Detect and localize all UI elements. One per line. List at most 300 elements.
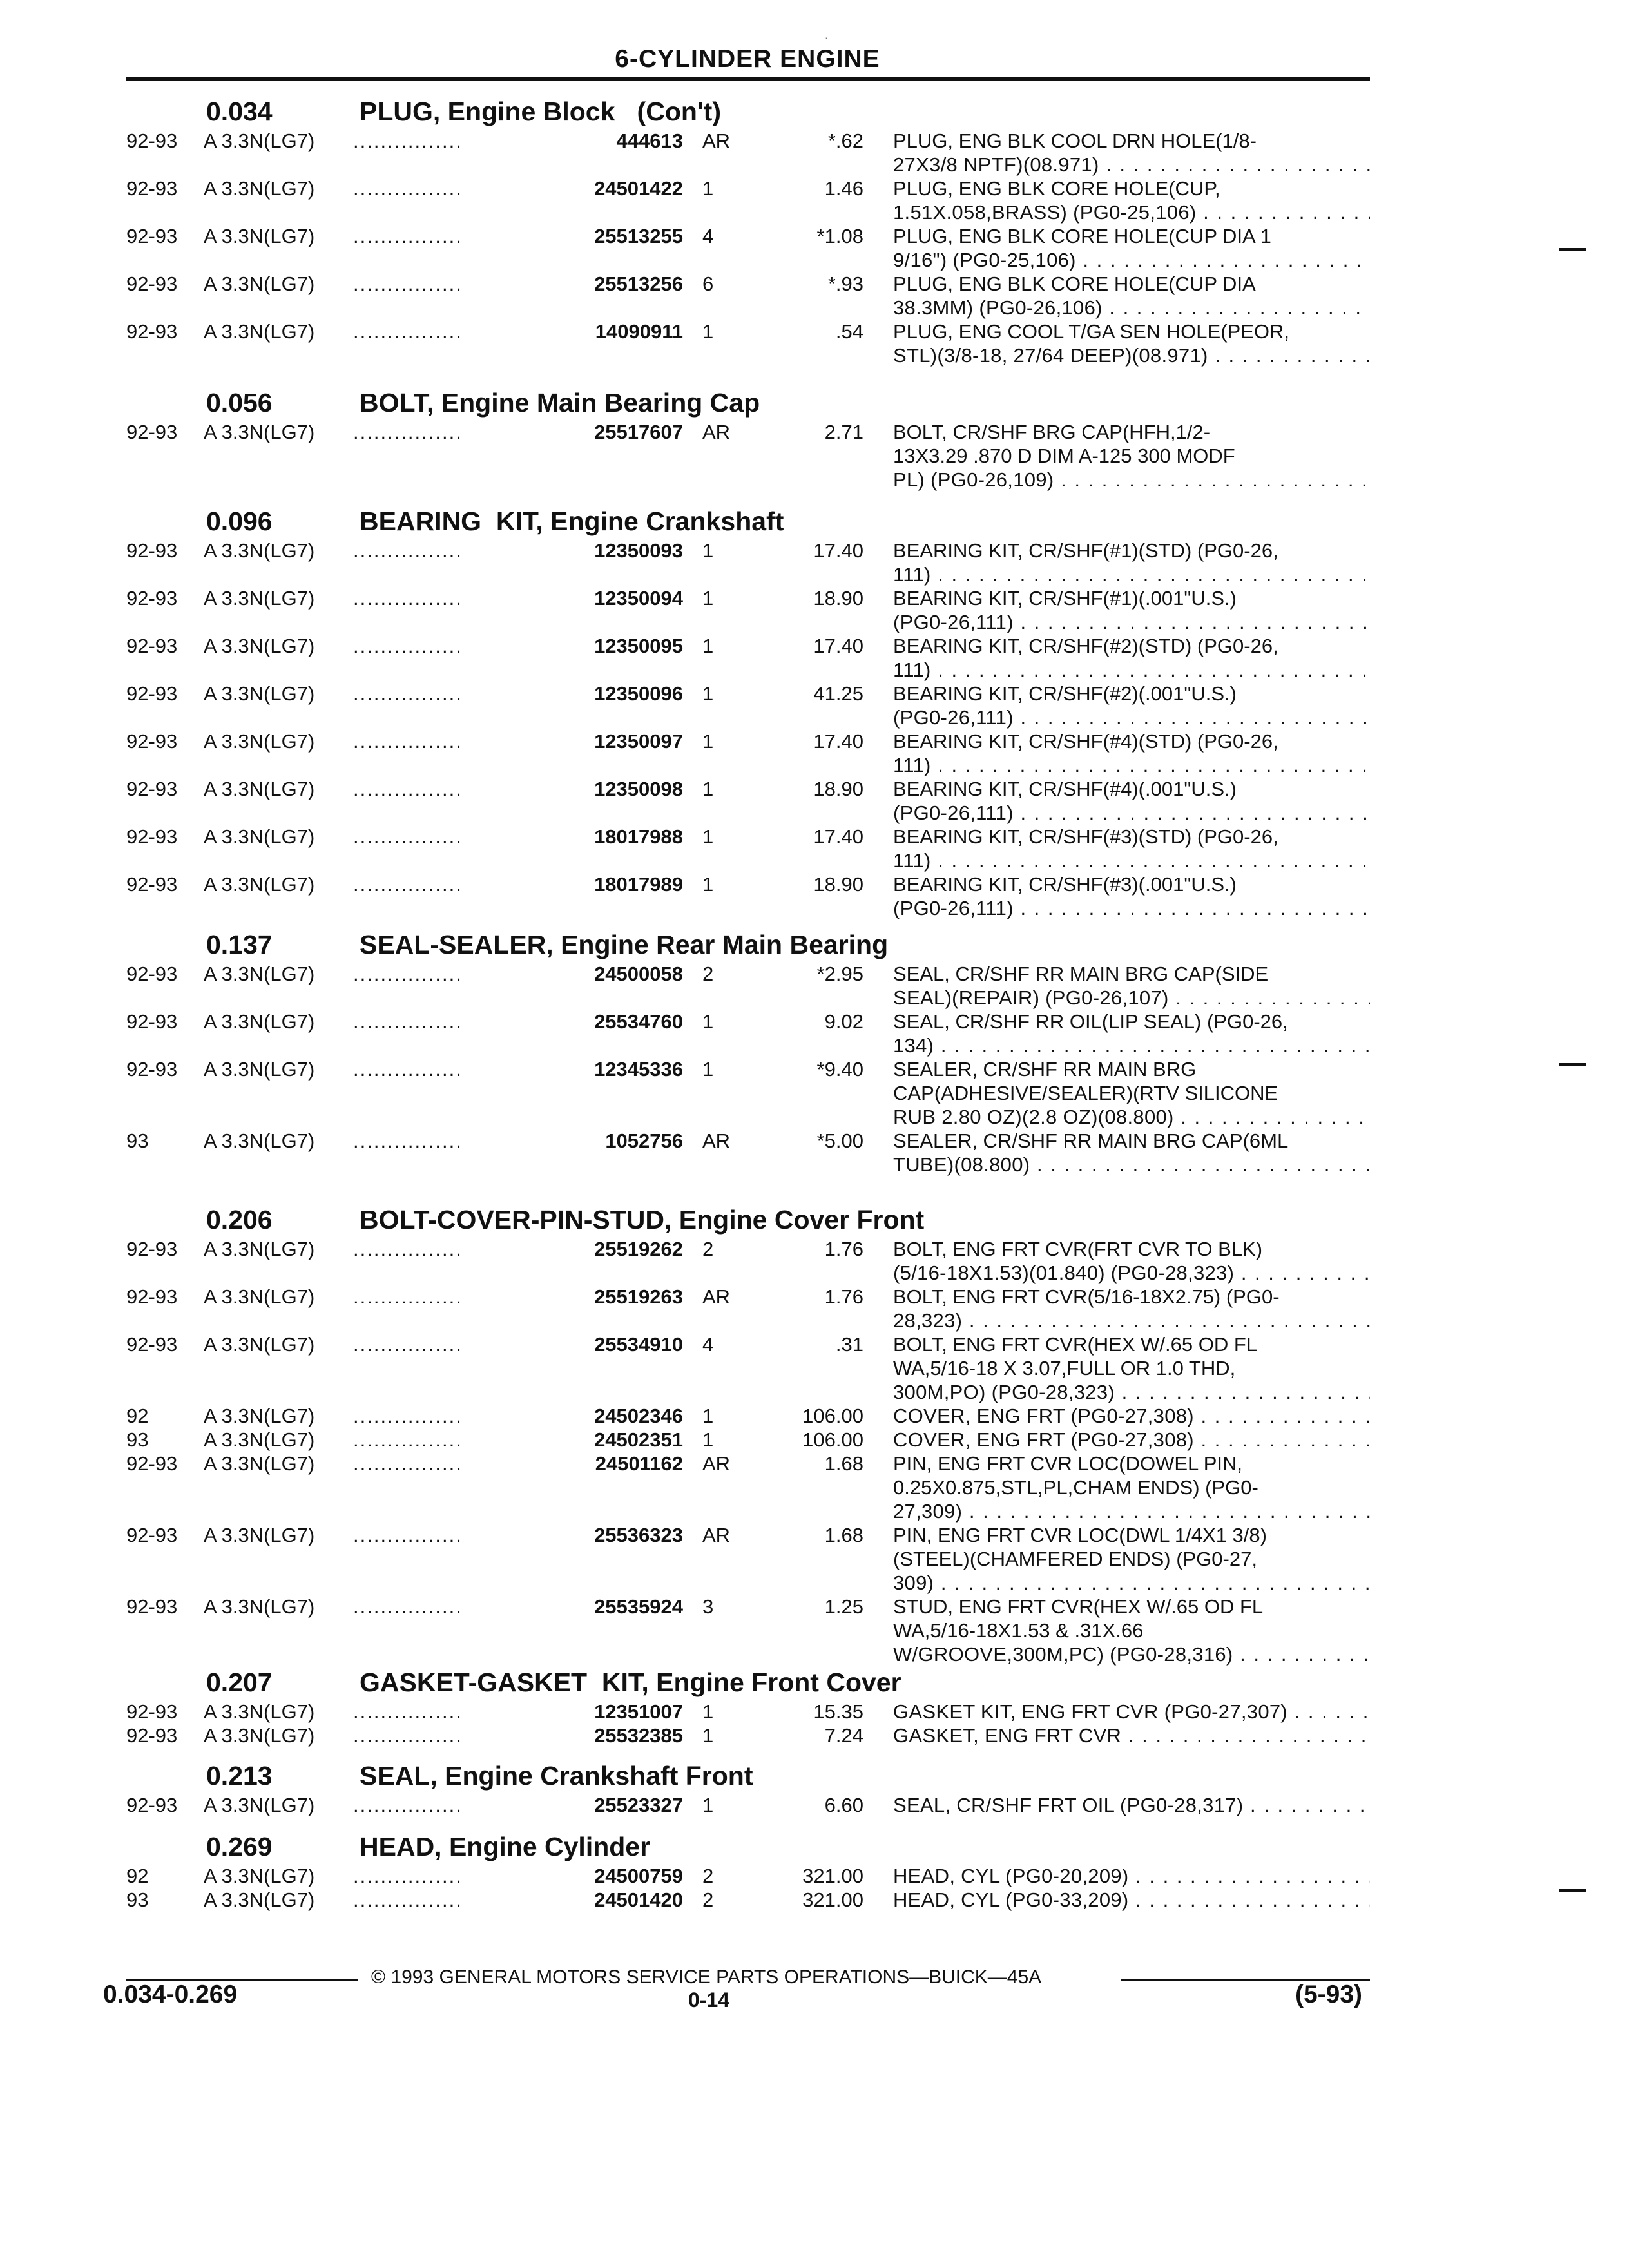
margin-tick-mark (1559, 1063, 1586, 1066)
price: *2.95 (816, 963, 863, 985)
model-code: A 3.3N(LG7) (204, 873, 315, 896)
model-year: 93 (126, 1428, 149, 1451)
model-year: 93 (126, 1888, 149, 1911)
quantity: 1 (702, 1058, 714, 1081)
description-line: PL) (PG0-26,109) . . . (893, 468, 1370, 492)
part-description (893, 729, 1370, 777)
model-year: 92-93 (126, 1524, 178, 1546)
description-line: 111) . . . (893, 849, 1370, 872)
leader-dots: ................ (353, 1794, 463, 1816)
part-description (893, 1129, 1370, 1177)
group-code: 0.269 (206, 1832, 273, 1861)
leader-dots: ................ (353, 320, 463, 343)
leader-dots: ................ (353, 1865, 463, 1887)
quantity: 6 (702, 273, 714, 295)
leader-dots: ................ (353, 1428, 463, 1451)
part-description (893, 1057, 1370, 1129)
description-line: BOLT, CR/SHF BRG CAP(HFH,1/2- (893, 421, 1211, 443)
part-number: 25523327 (594, 1794, 683, 1816)
part-description (893, 825, 1370, 872)
part-description (893, 682, 1370, 729)
group-code: 0.206 (206, 1205, 273, 1235)
model-code: A 3.3N(LG7) (204, 635, 315, 657)
description-line: PLUG, ENG BLK CORE HOLE(CUP DIA 1 (893, 225, 1271, 247)
quantity: 1 (702, 635, 714, 657)
group-title: BEARING KIT, Engine Crankshaft (360, 506, 784, 536)
part-number: 25517607 (594, 421, 683, 443)
leader-dots: ................ (353, 1010, 463, 1033)
part-description (893, 1452, 1370, 1523)
part-description (893, 634, 1370, 682)
group-title: HEAD, Engine Cylinder (360, 1832, 651, 1861)
price: 106.00 (802, 1405, 863, 1427)
price: 1.68 (824, 1524, 863, 1546)
description-line: SEAL)(REPAIR) (PG0-26,107) . . . (893, 986, 1370, 1010)
description-line: HEAD, CYL (PG0-20,209) . . . (893, 1864, 1370, 1888)
price: 1.68 (824, 1452, 863, 1475)
part-description (893, 1010, 1370, 1057)
part-description (893, 1404, 1370, 1428)
footer-revision-date: (5-93) (1295, 1981, 1363, 2008)
description-line: RUB 2.80 OZ)(2.8 OZ)(08.800) . . . (893, 1105, 1370, 1129)
price: 321.00 (802, 1865, 863, 1887)
price: *.93 (827, 273, 863, 295)
model-code: A 3.3N(LG7) (204, 1724, 315, 1747)
group-title: SEAL-SEALER, Engine Rear Main Bearing (360, 930, 889, 959)
quantity: AR (702, 1452, 731, 1475)
model-code: A 3.3N(LG7) (204, 225, 315, 247)
description-line: 111) . . . (893, 658, 1370, 682)
price: 2.71 (824, 421, 863, 443)
quantity: 2 (702, 963, 714, 985)
model-year: 92-93 (126, 320, 178, 343)
leader-dots: ................ (353, 635, 463, 657)
description-line: GASKET, ENG FRT CVR . . . (893, 1724, 1370, 1747)
description-line: (PG0-26,111) . . . (893, 896, 1370, 920)
quantity: 1 (702, 1724, 714, 1747)
model-code: A 3.3N(LG7) (204, 1794, 315, 1816)
quantity: 4 (702, 1333, 714, 1356)
part-number: 24501420 (594, 1888, 683, 1911)
group-code: 0.034 (206, 97, 273, 126)
quantity: 1 (702, 320, 714, 343)
model-code: A 3.3N(LG7) (204, 320, 315, 343)
description-line: BEARING KIT, CR/SHF(#4)(STD) (PG0-26, (893, 730, 1278, 753)
leader-dots: ................ (353, 1058, 463, 1081)
quantity: 1 (702, 778, 714, 800)
description-line: SEALER, CR/SHF RR MAIN BRG CAP(6ML (893, 1129, 1289, 1152)
leader-dots: ................ (353, 730, 463, 753)
leader-dots: ................ (353, 778, 463, 800)
part-description (893, 1523, 1370, 1595)
price: 17.40 (813, 635, 863, 657)
description-line: 27X3/8 NPTF)(08.971) . . . (893, 153, 1370, 177)
part-description (893, 1237, 1370, 1285)
description-line: GASKET KIT, ENG FRT CVR (PG0-27,307) . . . (893, 1700, 1370, 1724)
model-year: 92-93 (126, 682, 178, 705)
part-description (893, 1332, 1370, 1404)
model-year: 92 (126, 1865, 149, 1887)
part-description (893, 224, 1370, 272)
price: 1.76 (824, 1238, 863, 1260)
part-description (893, 129, 1370, 177)
description-line: COVER, ENG FRT (PG0-27,308) . . . (893, 1428, 1370, 1452)
leader-dots: ................ (353, 1238, 463, 1260)
quantity: 4 (702, 225, 714, 247)
leader-dots: ................ (353, 130, 463, 152)
description-line: 13X3.29 .870 D DIM A-125 300 MODF (893, 445, 1235, 467)
part-description (893, 962, 1370, 1010)
description-line: BEARING KIT, CR/SHF(#4)(.001"U.S.) (893, 778, 1237, 800)
price: 106.00 (802, 1428, 863, 1451)
model-year: 92-93 (126, 778, 178, 800)
model-code: A 3.3N(LG7) (204, 1888, 315, 1911)
part-number: 25534910 (594, 1333, 683, 1356)
part-number: 24502351 (594, 1428, 683, 1451)
description-line: BOLT, ENG FRT CVR(HEX W/.65 OD FL (893, 1333, 1257, 1356)
part-number: 12350097 (594, 730, 683, 753)
description-line: COVER, ENG FRT (PG0-27,308) . . . (893, 1404, 1370, 1428)
price: 1.76 (824, 1285, 863, 1308)
model-code: A 3.3N(LG7) (204, 1285, 315, 1308)
quantity: 2 (702, 1238, 714, 1260)
quantity: AR (702, 1524, 731, 1546)
description-line: 300M,PO) (PG0-28,323) . . . (893, 1380, 1370, 1404)
model-code: A 3.3N(LG7) (204, 1129, 315, 1152)
price: 6.60 (824, 1794, 863, 1816)
price: 18.90 (813, 873, 863, 896)
description-line: BEARING KIT, CR/SHF(#2)(STD) (PG0-26, (893, 635, 1278, 657)
margin-tick-mark (1559, 1889, 1586, 1892)
model-year: 92 (126, 1405, 149, 1427)
description-line: 309) . . . (893, 1571, 1370, 1595)
leader-dots: ................ (353, 273, 463, 295)
part-description (893, 1793, 1370, 1817)
model-year: 92-93 (126, 539, 178, 562)
part-description (893, 1864, 1370, 1888)
description-line: WA,5/16-18 X 3.07,FULL OR 1.0 THD, (893, 1357, 1236, 1379)
model-code: A 3.3N(LG7) (204, 177, 315, 200)
leader-dots: ................ (353, 421, 463, 443)
leader-dots: ................ (353, 825, 463, 848)
leader-dots: ................ (353, 1285, 463, 1308)
part-description (893, 272, 1370, 320)
description-line: CAP(ADHESIVE/SEALER)(RTV SILICONE (893, 1082, 1278, 1104)
model-code: A 3.3N(LG7) (204, 825, 315, 848)
model-year: 92-93 (126, 1010, 178, 1033)
model-year: 92-93 (126, 421, 178, 443)
footer-copyright: © 1993 GENERAL MOTORS SERVICE PARTS OPERATIONS—BUICK—45A (371, 1966, 1042, 1988)
leader-dots: ................ (353, 682, 463, 705)
description-line: 1.51X.058,BRASS) (PG0-25,106) . . . (893, 200, 1370, 224)
group-title: SEAL, Engine Crankshaft Front (360, 1761, 753, 1791)
description-line: PLUG, ENG BLK CORE HOLE(CUP DIA (893, 273, 1256, 295)
group-title: GASKET-GASKET KIT, Engine Front Cover (360, 1667, 901, 1697)
price: 1.46 (824, 177, 863, 200)
group-code: 0.213 (206, 1761, 273, 1791)
model-code: A 3.3N(LG7) (204, 1405, 315, 1427)
price: 17.40 (813, 825, 863, 848)
part-description (893, 872, 1370, 920)
part-number: 12350093 (594, 539, 683, 562)
leader-dots: ................ (353, 225, 463, 247)
model-year: 92-93 (126, 1700, 178, 1723)
model-code: A 3.3N(LG7) (204, 1333, 315, 1356)
description-line: PLUG, ENG COOL T/GA SEN HOLE(PEOR, (893, 320, 1289, 343)
quantity: AR (702, 1129, 731, 1152)
part-description (893, 1428, 1370, 1452)
model-year: 92-93 (126, 177, 178, 200)
part-number: 25536323 (594, 1524, 683, 1546)
part-number: 18017988 (594, 825, 683, 848)
part-description (893, 586, 1370, 634)
quantity: 1 (702, 177, 714, 200)
group-code: 0.207 (206, 1667, 273, 1697)
model-year: 92-93 (126, 1238, 178, 1260)
part-number: 25534760 (594, 1010, 683, 1033)
quantity: 2 (702, 1865, 714, 1887)
group-title: BOLT-COVER-PIN-STUD, Engine Cover Front (360, 1205, 925, 1235)
leader-dots: ................ (353, 1888, 463, 1911)
description-line: PLUG, ENG BLK CORE HOLE(CUP, (893, 177, 1220, 200)
model-code: A 3.3N(LG7) (204, 539, 315, 562)
part-number: 24501162 (595, 1452, 683, 1475)
part-description (893, 539, 1370, 586)
description-line: BEARING KIT, CR/SHF(#2)(.001"U.S.) (893, 682, 1237, 705)
description-line: SEAL, CR/SHF FRT OIL (PG0-28,317) . . . (893, 1793, 1370, 1817)
quantity: 2 (702, 1888, 714, 1911)
quantity: AR (702, 130, 731, 152)
model-year: 92-93 (126, 273, 178, 295)
quantity: 1 (702, 1428, 714, 1451)
part-number: 18017989 (594, 873, 683, 896)
description-line: BEARING KIT, CR/SHF(#3)(.001"U.S.) (893, 873, 1237, 896)
description-line: WA,5/16-18X1.53 & .31X.66 (893, 1619, 1144, 1642)
model-year: 92-93 (126, 587, 178, 610)
model-code: A 3.3N(LG7) (204, 1452, 315, 1475)
footer-group-range: 0.034-0.269 (103, 1981, 238, 2008)
description-line: 28,323) . . . (893, 1309, 1370, 1332)
model-year: 92-93 (126, 1058, 178, 1081)
quantity: 1 (702, 873, 714, 896)
leader-dots: ................ (353, 873, 463, 896)
part-number: 12350098 (594, 778, 683, 800)
price: 17.40 (813, 539, 863, 562)
model-code: A 3.3N(LG7) (204, 1865, 315, 1887)
quantity: 1 (702, 682, 714, 705)
quantity: AR (702, 421, 731, 443)
model-code: A 3.3N(LG7) (204, 1428, 315, 1451)
model-code: A 3.3N(LG7) (204, 1058, 315, 1081)
quantity: 3 (702, 1595, 714, 1618)
leader-dots: ................ (353, 177, 463, 200)
price: *.62 (827, 130, 863, 152)
model-code: A 3.3N(LG7) (204, 273, 315, 295)
model-code: A 3.3N(LG7) (204, 1524, 315, 1546)
price: 1.25 (824, 1595, 863, 1618)
description-line: BOLT, ENG FRT CVR(FRT CVR TO BLK) (893, 1238, 1263, 1260)
part-description (893, 1700, 1370, 1724)
quantity: 1 (702, 730, 714, 753)
description-line: SEAL, CR/SHF RR OIL(LIP SEAL) (PG0-26, (893, 1010, 1288, 1033)
model-year: 92-93 (126, 730, 178, 753)
part-number: 24501422 (594, 177, 683, 200)
description-line: PIN, ENG FRT CVR LOC(DWL 1/4X1 3/8) (893, 1524, 1267, 1546)
model-year: 92-93 (126, 635, 178, 657)
group-code: 0.137 (206, 930, 273, 959)
price: *5.00 (816, 1129, 863, 1152)
model-code: A 3.3N(LG7) (204, 1010, 315, 1033)
description-line: 134) . . . (893, 1033, 1370, 1057)
model-code: A 3.3N(LG7) (204, 421, 315, 443)
scan-speck: · (825, 32, 828, 43)
part-description (893, 420, 1370, 492)
part-number: 12350095 (594, 635, 683, 657)
group-code: 0.096 (206, 506, 273, 536)
part-number: 25519262 (594, 1238, 683, 1260)
model-year: 92-93 (126, 1794, 178, 1816)
description-line: (PG0-26,111) . . . (893, 706, 1370, 729)
model-code: A 3.3N(LG7) (204, 1595, 315, 1618)
price: 18.90 (813, 587, 863, 610)
leader-dots: ................ (353, 539, 463, 562)
part-number: 12350096 (594, 682, 683, 705)
leader-dots: ................ (353, 963, 463, 985)
part-description (893, 177, 1370, 224)
quantity: 1 (702, 1700, 714, 1723)
price: 41.25 (813, 682, 863, 705)
price: *1.08 (816, 225, 863, 247)
quantity: 1 (702, 1794, 714, 1816)
description-line: TUBE)(08.800) . . . (893, 1153, 1370, 1177)
part-number: 24500058 (594, 963, 683, 985)
description-line: BEARING KIT, CR/SHF(#1)(STD) (PG0-26, (893, 539, 1278, 562)
leader-dots: ................ (353, 1405, 463, 1427)
price: 15.35 (813, 1700, 863, 1723)
model-code: A 3.3N(LG7) (204, 1238, 315, 1260)
part-number: 25513255 (594, 225, 683, 247)
description-line: STUD, ENG FRT CVR(HEX W/.65 OD FL (893, 1595, 1264, 1618)
description-line: BOLT, ENG FRT CVR(5/16-18X2.75) (PG0- (893, 1285, 1280, 1308)
part-number: 24502346 (594, 1405, 683, 1427)
part-number: 25513256 (594, 273, 683, 295)
part-number: 24500759 (594, 1865, 683, 1887)
model-year: 92-93 (126, 225, 178, 247)
description-line: 27,309) . . . (893, 1499, 1370, 1523)
model-year: 92-93 (126, 1452, 178, 1475)
price: 18.90 (813, 778, 863, 800)
part-description (893, 320, 1370, 367)
description-line: (PG0-26,111) . . . (893, 801, 1370, 825)
description-line: (PG0-26,111) . . . (893, 610, 1370, 634)
description-line: PIN, ENG FRT CVR LOC(DOWEL PIN, (893, 1452, 1243, 1475)
part-description (893, 1888, 1370, 1912)
model-code: A 3.3N(LG7) (204, 1700, 315, 1723)
price: *9.40 (816, 1058, 863, 1081)
description-line: HEAD, CYL (PG0-33,209) . . . (893, 1888, 1370, 1912)
price: 9.02 (824, 1010, 863, 1033)
description-line: 111) . . . (893, 753, 1370, 777)
price: 17.40 (813, 730, 863, 753)
description-line: BEARING KIT, CR/SHF(#1)(.001"U.S.) (893, 587, 1237, 610)
leader-dots: ................ (353, 1452, 463, 1475)
part-description (893, 1595, 1370, 1666)
model-code: A 3.3N(LG7) (204, 730, 315, 753)
model-year: 92-93 (126, 873, 178, 896)
part-number: 1052756 (605, 1129, 683, 1152)
part-number: 444613 (616, 130, 683, 152)
model-code: A 3.3N(LG7) (204, 682, 315, 705)
quantity: 1 (702, 1010, 714, 1033)
model-year: 92-93 (126, 130, 178, 152)
price: 321.00 (802, 1888, 863, 1911)
model-code: A 3.3N(LG7) (204, 587, 315, 610)
group-code: 0.056 (206, 388, 273, 418)
part-description (893, 777, 1370, 825)
description-line: PLUG, ENG BLK COOL DRN HOLE(1/8- (893, 130, 1257, 152)
leader-dots: ................ (353, 1129, 463, 1152)
margin-tick-mark (1559, 248, 1586, 251)
model-year: 92-93 (126, 1285, 178, 1308)
description-line: 0.25X0.875,STL,PL,CHAM ENDS) (PG0- (893, 1476, 1258, 1499)
quantity: AR (702, 1285, 731, 1308)
model-year: 92-93 (126, 1595, 178, 1618)
part-description (893, 1285, 1370, 1332)
page-header-title: 6-CYLINDER ENGINE (615, 45, 880, 73)
part-number: 25532385 (594, 1724, 683, 1747)
description-line: W/GROOVE,300M,PC) (PG0-28,316) . . . (893, 1642, 1370, 1666)
group-title: BOLT, Engine Main Bearing Cap (360, 388, 760, 418)
part-number: 12350094 (594, 587, 683, 610)
footer-page-number: 0-14 (688, 1988, 730, 2012)
leader-dots: ................ (353, 1524, 463, 1546)
model-year: 92-93 (126, 1724, 178, 1747)
quantity: 1 (702, 1405, 714, 1427)
description-line: (5/16-18X1.53)(01.840) (PG0-28,323) . . . (893, 1261, 1370, 1285)
part-description (893, 1724, 1370, 1747)
model-year: 92-93 (126, 1333, 178, 1356)
leader-dots: ................ (353, 1700, 463, 1723)
price: .31 (835, 1333, 863, 1356)
quantity: 1 (702, 825, 714, 848)
description-line: STL)(3/8-18, 27/64 DEEP)(08.971) . . . (893, 343, 1370, 367)
part-number: 14090911 (595, 320, 683, 343)
description-line: 111) . . . (893, 562, 1370, 586)
description-line: (STEEL)(CHAMFERED ENDS) (PG0-27, (893, 1548, 1257, 1570)
model-code: A 3.3N(LG7) (204, 963, 315, 985)
part-number: 25519263 (594, 1285, 683, 1308)
description-line: 38.3MM) (PG0-26,106) . . . (893, 296, 1370, 320)
model-year: 92-93 (126, 963, 178, 985)
description-line: SEALER, CR/SHF RR MAIN BRG (893, 1058, 1197, 1081)
leader-dots: ................ (353, 1333, 463, 1356)
leader-dots: ................ (353, 1595, 463, 1618)
part-number: 12345336 (594, 1058, 683, 1081)
part-number: 12351007 (594, 1700, 683, 1723)
leader-dots: ................ (353, 587, 463, 610)
quantity: 1 (702, 539, 714, 562)
model-year: 93 (126, 1129, 149, 1152)
group-title: PLUG, Engine Block (Con't) (360, 97, 721, 126)
description-line: BEARING KIT, CR/SHF(#3)(STD) (PG0-26, (893, 825, 1278, 848)
model-year: 92-93 (126, 825, 178, 848)
model-code: A 3.3N(LG7) (204, 778, 315, 800)
price: .54 (835, 320, 863, 343)
part-number: 25535924 (594, 1595, 683, 1618)
quantity: 1 (702, 587, 714, 610)
price: 7.24 (824, 1724, 863, 1747)
model-code: A 3.3N(LG7) (204, 130, 315, 152)
